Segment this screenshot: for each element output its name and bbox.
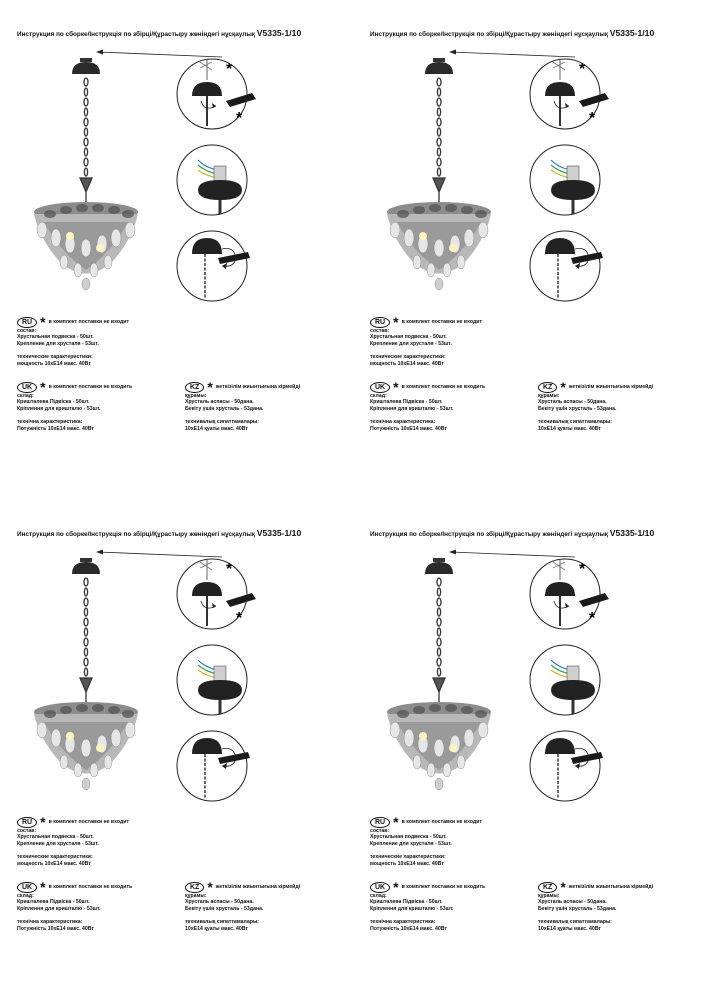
ru-line2: Крепление для хрусталя - 53шт. [370,840,452,847]
asterisk-icon: * [393,879,399,895]
instruction-sheet-4 [353,500,706,1000]
ru-tech-label: технические характеристики: [17,354,93,361]
asterisk-icon: * [393,814,399,830]
detail-circle-2 [530,645,600,715]
uk-note: в комплект поставки не входить [48,883,133,890]
ru-section [370,316,482,367]
ru-section [17,316,129,367]
kz-composition-label: құрамы: [185,393,207,399]
model-number: V5335-1/10 [609,528,655,538]
ceiling-canopy-icon [72,558,100,574]
kz-composition-label: құрамы: [185,893,207,899]
uk-tech-label: технічна характеристика: [17,419,83,426]
kz-composition-label: құрамы: [538,393,560,399]
kz-composition-label: құрамы: [538,893,560,899]
ru-note: в комплект поставки не входит [401,318,482,325]
uk-section [17,381,132,432]
asterisk-icon: * [207,879,213,895]
ru-composition-label: состав: [17,328,37,334]
ru-badge: RU [17,817,37,828]
ru-composition-label: состав: [17,828,37,834]
uk-line1: Кришталева Підвіска - 50шт. [17,399,90,406]
asterisk-icon: * [589,110,596,127]
ru-tech-value: мощность 10xE14 макс. 40Вт [17,360,91,367]
uk-tech-label: технічна характеристика: [17,919,83,926]
asterisk-icon: * [40,314,46,330]
uk-badge: UK [17,882,37,893]
kz-section [185,881,300,932]
kz-badge: KZ [538,882,557,893]
kz-line2: Бекіту үшін хрусталь - 53дана. [538,405,617,412]
kz-badge: KZ [185,382,204,393]
ru-section [17,816,129,867]
wire-terminal-icon [214,166,226,182]
asterisk-icon: * [40,814,46,830]
ru-badge: RU [17,317,37,328]
uk-badge: UK [370,882,390,893]
uk-line2: Кріплення для кришталю - 53шт. [370,905,454,912]
ceiling-canopy-icon [425,58,453,74]
instruction-sheet-3 [0,500,353,1000]
instruction-sheet-1 [0,0,353,500]
ru-line2: Крепление для хрусталя - 53шт. [17,840,99,847]
uk-line1: Кришталева Підвіска - 50шт. [370,899,443,906]
uk-composition-label: склад: [370,893,387,899]
uk-section [17,881,132,932]
model-number: V5335-1/10 [609,28,655,38]
chandelier-illustration [387,202,491,290]
uk-composition-label: склад: [17,393,34,399]
title-text: Инструкция по сборке/Інструкція по збірці/Құрастыру жөніндегі нұсқаулық [17,31,255,38]
ru-line1: Хрустальная подвеска - 50шт. [17,834,94,841]
uk-line1: Кришталева Підвіска - 50шт. [17,899,90,906]
assembly-diagram [0,0,353,320]
detail-circle-2 [530,145,600,215]
kz-note: жеткізілім жиынтығына кірмейді [215,383,301,390]
kz-line1: Хрусталь аспасы - 50дана. [538,899,607,906]
kz-tech-value: 10xE14 қуаты макс. 40Вт [185,925,248,932]
uk-line2: Кріплення для кришталю - 53шт. [17,905,101,912]
kz-line2: Бекіту үшін хрусталь - 53дана. [185,405,264,412]
asterisk-icon: * [579,61,586,78]
kz-section [538,381,653,432]
uk-tech-value: Потужність 10xE14 макс. 40Вт [370,925,447,932]
ru-tech-value: мощность 10xE14 макс. 40Вт [370,860,444,867]
ru-line1: Хрустальная подвеска - 50шт. [17,334,94,341]
uk-composition-label: склад: [17,893,34,899]
chain-illustration [80,578,92,703]
uk-line2: Кріплення для кришталю - 53шт. [17,405,101,412]
kz-line2: Бекіту үшін хрусталь - 53дана. [538,905,617,912]
title-text: Инструкция по сборке/Інструкція по збірці/Құрастыру жөніндегі нұсқаулық [17,531,255,538]
asterisk-icon: * [40,879,46,895]
ru-tech-label: технические характеристики: [370,854,446,861]
detail-circle-1 [530,559,609,629]
assembly-diagram [353,500,706,820]
uk-note: в комплект поставки не входить [401,883,486,890]
detail-circle-1 [530,59,609,129]
kz-line2: Бекіту үшін хрусталь - 53дана. [185,905,264,912]
wire-terminal-icon [214,666,226,682]
kz-line1: Хрусталь аспасы - 50дана. [185,899,254,906]
asterisk-icon: * [393,379,399,395]
ru-badge: RU [370,817,390,828]
chandelier-illustration [34,202,138,290]
kz-tech-label: техникалық сипаттамалары: [185,919,260,926]
kz-tech-label: техникалық сипаттамалары: [185,419,260,426]
ru-section [370,816,482,867]
detail-circle-2 [177,145,247,215]
ru-line2: Крепление для хрусталя - 53шт. [370,340,452,347]
uk-tech-value: Потужність 10xE14 макс. 40Вт [17,925,94,932]
asterisk-icon: * [236,610,243,627]
kz-line1: Хрусталь аспасы - 50дана. [538,399,607,406]
title-text: Инструкция по сборке/Інструкція по збірці/Құрастыру жөніндегі нұсқаулық [370,531,608,538]
title-text: Инструкция по сборке/Інструкція по збірці/Құрастыру жөніндегі нұсқаулық [370,31,608,38]
asterisk-icon: * [560,379,566,395]
asterisk-icon: * [236,110,243,127]
ru-composition-label: состав: [370,828,390,834]
uk-tech-label: технічна характеристика: [370,419,436,426]
detail-circle-3 [177,731,250,801]
ru-note: в комплект поставки не входит [48,318,129,325]
ru-line1: Хрустальная подвеска - 50шт. [370,334,447,341]
kz-note: жеткізілім жиынтығына кірмейді [568,383,654,390]
kz-tech-value: 10xE14 қуаты макс. 40Вт [538,925,601,932]
ru-note: в комплект поставки не входит [48,818,129,825]
uk-line1: Кришталева Підвіска - 50шт. [370,399,443,406]
model-number: V5335-1/10 [256,28,302,38]
chain-illustration [80,78,92,203]
ru-tech-value: мощность 10xE14 макс. 40Вт [17,860,91,867]
chandelier-illustration [387,702,491,790]
ru-badge: RU [370,317,390,328]
kz-tech-label: техникалық сипаттамалары: [538,919,613,926]
asterisk-icon: * [579,561,586,578]
uk-note: в комплект поставки не входить [401,383,486,390]
kz-tech-value: 10xE14 қуаты макс. 40Вт [185,425,248,432]
assembly-diagram [353,0,706,320]
uk-section [370,881,485,932]
model-number: V5335-1/10 [256,528,302,538]
ru-tech-value: мощность 10xE14 макс. 40Вт [370,360,444,367]
uk-badge: UK [17,382,37,393]
uk-composition-label: склад: [370,393,387,399]
wire-terminal-icon [567,666,579,682]
uk-tech-value: Потужність 10xE14 макс. 40Вт [17,425,94,432]
wire-terminal-icon [567,166,579,182]
uk-line2: Кріплення для кришталю - 53шт. [370,405,454,412]
detail-circle-3 [177,231,250,301]
detail-circle-3 [530,231,603,301]
asterisk-icon: * [560,879,566,895]
asterisk-icon: * [226,61,233,78]
asterisk-icon: * [226,561,233,578]
detail-circle-3 [530,731,603,801]
ru-note: в комплект поставки не входит [401,818,482,825]
kz-line1: Хрусталь аспасы - 50дана. [185,399,254,406]
asterisk-icon: * [589,610,596,627]
ru-line1: Хрустальная подвеска - 50шт. [370,834,447,841]
chandelier-illustration [34,702,138,790]
uk-tech-value: Потужність 10xE14 макс. 40Вт [370,425,447,432]
detail-circle-1 [177,59,256,129]
uk-note: в комплект поставки не входить [48,383,133,390]
assembly-diagram [0,500,353,820]
detail-circle-2 [177,645,247,715]
chain-illustration [433,78,445,203]
kz-note: жеткізілім жиынтығына кірмейді [215,883,301,890]
chain-illustration [433,578,445,703]
kz-badge: KZ [538,382,557,393]
uk-section [370,381,485,432]
kz-section [185,381,300,432]
asterisk-icon: * [40,379,46,395]
detail-circle-1 [177,559,256,629]
ru-tech-label: технические характеристики: [17,854,93,861]
ru-tech-label: технические характеристики: [370,354,446,361]
ceiling-canopy-icon [425,558,453,574]
kz-tech-value: 10xE14 қуаты макс. 40Вт [538,425,601,432]
ru-composition-label: состав: [370,328,390,334]
ru-line2: Крепление для хрусталя - 53шт. [17,340,99,347]
kz-tech-label: техникалық сипаттамалары: [538,419,613,426]
kz-note: жеткізілім жиынтығына кірмейді [568,883,654,890]
uk-tech-label: технічна характеристика: [370,919,436,926]
asterisk-icon: * [207,379,213,395]
ceiling-canopy-icon [72,58,100,74]
kz-section [538,881,653,932]
instruction-sheet-2 [353,0,706,500]
kz-badge: KZ [185,882,204,893]
asterisk-icon: * [393,314,399,330]
uk-badge: UK [370,382,390,393]
